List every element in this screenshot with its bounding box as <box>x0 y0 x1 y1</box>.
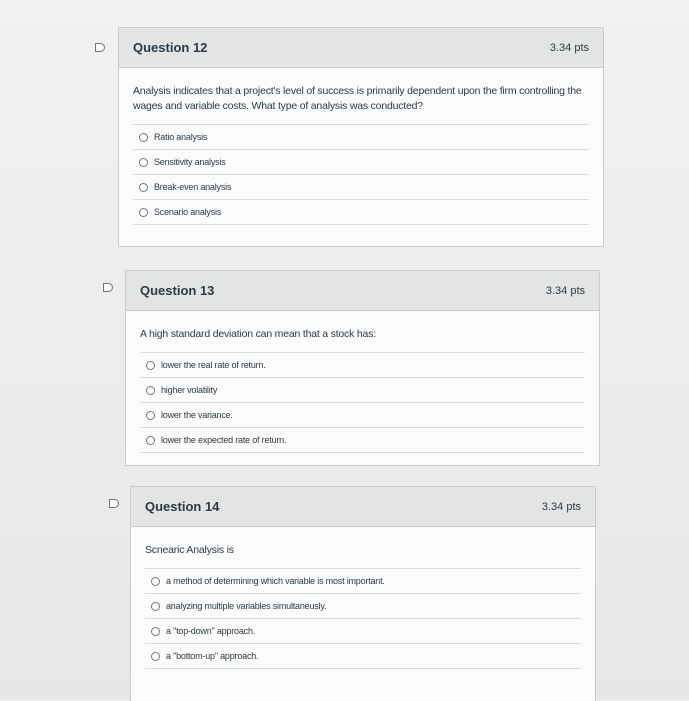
question-13-card <box>125 270 600 466</box>
question-12-card <box>118 27 604 247</box>
radio-icon[interactable] <box>151 627 160 636</box>
radio-icon[interactable] <box>139 158 148 167</box>
answer-list <box>140 352 585 453</box>
answer-option[interactable] <box>145 594 581 619</box>
answer-option[interactable] <box>145 569 581 594</box>
question-14-card <box>130 486 596 701</box>
question-12-header <box>119 28 603 68</box>
answer-label: Ratio analysis <box>154 132 208 142</box>
question-text: A high standard deviation can mean that a stock has: <box>140 328 376 340</box>
answer-label: a method of determining which variable is most important. <box>166 576 385 586</box>
question-text: Scnearic Analysis is <box>145 544 234 556</box>
answer-label: lower the real rate of return. <box>161 360 266 370</box>
answer-label: higher volatility <box>161 385 218 395</box>
answer-option[interactable] <box>133 150 589 175</box>
flag-question-12-icon[interactable] <box>95 43 105 52</box>
radio-icon[interactable] <box>146 436 155 445</box>
answer-option[interactable] <box>133 200 589 225</box>
question-text: Analysis indicates that a project's level of success is primarily dependent upon the firm controlling the wages and variable costs. What type of analysis was conducted? <box>133 85 582 112</box>
answer-option[interactable] <box>140 403 585 428</box>
radio-icon[interactable] <box>151 602 160 611</box>
question-14-header <box>131 487 595 527</box>
question-points: 3.34 pts <box>545 284 585 297</box>
answer-label: analyzing multiple variables simultaneusly. <box>166 601 327 611</box>
flag-question-13-icon[interactable] <box>103 283 113 292</box>
answer-label: a "bottom-up" approach. <box>166 651 259 661</box>
question-title: Question 14 <box>145 499 220 514</box>
answer-label: Scenario analysis <box>154 207 222 217</box>
answer-option[interactable] <box>140 353 585 378</box>
flag-question-14-icon[interactable] <box>109 499 119 508</box>
question-13-header <box>126 271 599 311</box>
answer-label: Sensitivity analysis <box>154 157 226 167</box>
answer-label: a "top-down" approach. <box>166 626 256 636</box>
radio-icon[interactable] <box>146 361 155 370</box>
answer-label: lower the variance. <box>161 410 233 420</box>
radio-icon[interactable] <box>139 183 148 192</box>
answer-option[interactable] <box>140 428 585 453</box>
answer-option[interactable] <box>145 619 581 644</box>
radio-icon[interactable] <box>151 577 160 586</box>
answer-option[interactable] <box>140 378 585 403</box>
question-points: 3.34 pts <box>541 500 581 513</box>
radio-icon[interactable] <box>146 411 155 420</box>
radio-icon[interactable] <box>139 208 148 217</box>
question-points: 3.34 pts <box>549 41 589 54</box>
radio-icon[interactable] <box>139 133 148 142</box>
question-title: Question 13 <box>140 283 215 298</box>
answer-label: Break-even analysis <box>154 182 232 192</box>
answer-list <box>145 568 581 669</box>
answer-option[interactable] <box>133 175 589 200</box>
answer-list <box>133 124 589 225</box>
question-title: Question 12 <box>133 40 208 55</box>
answer-label: lower the expected rate of return. <box>161 435 287 445</box>
answer-option[interactable] <box>145 644 581 669</box>
answer-option[interactable] <box>133 125 589 150</box>
radio-icon[interactable] <box>146 386 155 395</box>
radio-icon[interactable] <box>151 652 160 661</box>
